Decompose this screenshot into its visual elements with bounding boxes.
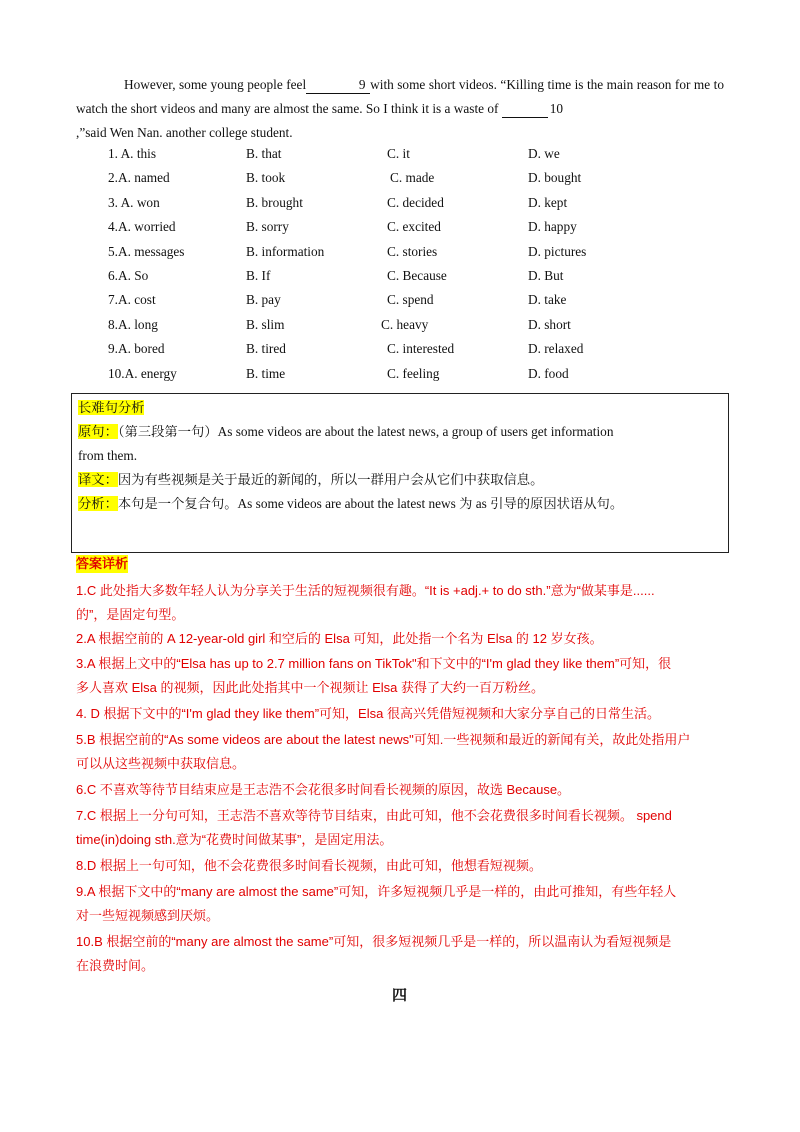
answer-line: 对一些短视频感到厌烦。 <box>76 908 220 923</box>
option-b: B. information <box>246 243 325 259</box>
translation-text: 因为有些视频是关于最近的新闻的，所以一群用户会从它们中获取信息。 <box>117 472 544 487</box>
option-d: D. kept <box>528 194 568 210</box>
option-c: C. stories <box>387 243 438 259</box>
translation-line <box>78 468 718 492</box>
option-d: D. bought <box>528 170 582 186</box>
option-d: D. we <box>528 146 560 161</box>
original-sentence-line <box>78 420 718 444</box>
option-a: 2.A. named <box>108 170 170 186</box>
option-c: C. heavy <box>381 316 429 332</box>
analysis-heading: 长难句分析 <box>78 400 145 415</box>
option-d: D. relaxed <box>528 341 584 357</box>
passage-text-3: ,”said Wen Nan. another college student. <box>76 125 293 140</box>
answer-line: 8.D 根据上一句可知，他不会花费很多时间看长视频，由此可知，他想看短视频。 <box>76 858 542 873</box>
option-b: B. time <box>246 365 286 381</box>
translation-label: 译文： <box>78 472 118 487</box>
option-c: C. spend <box>387 292 434 308</box>
option-row-4 <box>108 219 628 243</box>
answer-line: 1.C 此处指大多数年轻人认为分享关于生活的短视频很有趣。“It is +adj.+ to do sth.”意为“做某事是...... <box>76 583 655 598</box>
option-b: B. If <box>246 267 271 283</box>
option-b: B. slim <box>246 316 285 332</box>
option-row-2 <box>108 170 628 194</box>
option-c: C. Because <box>387 267 447 283</box>
option-a: 5.A. messages <box>108 243 185 259</box>
options-list <box>108 146 628 390</box>
sentence-analysis-box <box>71 393 729 553</box>
option-row-6 <box>108 268 628 292</box>
option-a: 1. A. this <box>108 146 157 161</box>
option-a: 9.A. bored <box>108 341 165 357</box>
option-row-10 <box>108 366 628 390</box>
answer-line: 5.B 根据空前的“As some videos are about the latest news"可知.一些视频和最近的新闻有关，故此处指用户 <box>76 732 691 747</box>
passage-paragraph <box>76 73 724 145</box>
analysis-heading-line <box>78 396 718 420</box>
option-d: D. But <box>528 267 564 283</box>
option-c: C. interested <box>387 341 455 357</box>
option-a: 6.A. So <box>108 267 149 283</box>
answer-line: 可以从这些视频中获取信息。 <box>76 756 246 771</box>
option-a: 8.A. long <box>108 316 158 332</box>
original-label: 原句： <box>78 424 118 439</box>
option-a: 7.A. cost <box>108 292 156 308</box>
option-c: C. feeling <box>387 365 440 381</box>
answer-line: 7.C 根据上一分句可知，王志浩不喜欢等待节目结束，由此可知，他不会花费很多时间看长视频。 spend <box>76 808 672 823</box>
option-d: D. pictures <box>528 243 587 259</box>
analysis-label: 分析： <box>78 496 118 511</box>
blank-10: 10 <box>502 101 548 118</box>
option-row-1 <box>108 146 628 170</box>
original-sentence-cont: from them. <box>78 448 138 463</box>
option-d: D. happy <box>528 219 577 235</box>
answer-line: 9.A 根据下文中的“many are almost the same”可知，许多短视频几乎是一样的，由此可推知，有些年轻人 <box>76 884 677 899</box>
analysis-text: 本句是一个复合句。As some videos are about the latest news 为 as 引导的原因状语从句。 <box>117 496 624 511</box>
option-d: D. take <box>528 292 567 308</box>
option-a: 4.A. worried <box>108 219 176 235</box>
option-a: 10.A. energy <box>108 365 177 381</box>
answer-line: time(in)doing sth.意为“花费时间做某事”，是固定用法。 <box>76 832 393 847</box>
answer-line: 6.C 不喜欢等待节目结束应是王志浩不会花很多时间看长视频的原因，故选 Because。 <box>76 782 571 797</box>
option-b: B. pay <box>246 292 281 308</box>
answer-line: 的”，是固定句型。 <box>76 607 185 622</box>
answer-line: 3.A 根据上文中的“Elsa has up to 2.7 million fans on TikTok"和下文中的“I'm glad they like them”可知，很 <box>76 656 672 671</box>
option-row-7 <box>108 292 628 316</box>
answer-line: 10.B 根据空前的“many are almost the same”可知，很多短视频几乎是一样的，所以温南认为看短视频是 <box>76 934 672 949</box>
answer-line: 多人喜欢 Elsa 的视频，因此此处指其中一个视频让 Elsa 获得了大约一百万粉丝。 <box>76 680 545 695</box>
passage-text-1: However, some young people feel <box>124 77 307 92</box>
option-c: C. excited <box>387 219 441 235</box>
option-row-5 <box>108 244 628 268</box>
option-b: B. sorry <box>246 219 289 235</box>
option-a: 3. A. won <box>108 194 160 210</box>
section-number: 四 <box>392 986 408 1004</box>
option-row-9 <box>108 341 628 365</box>
option-d: D. short <box>528 316 571 332</box>
answers-heading: 答案详析 <box>76 556 129 571</box>
option-row-3 <box>108 195 628 219</box>
answer-line: 2.A 根据空前的 A 12-year-old girl 和空后的 Elsa 可知，此处指一个名为 Elsa 的 12 岁女孩。 <box>76 631 603 646</box>
option-d: D. food <box>528 365 569 381</box>
option-row-8 <box>108 317 628 341</box>
option-c: C. made <box>390 170 435 186</box>
blank-9: 9 <box>306 77 370 94</box>
option-c: C. it <box>387 146 410 161</box>
passage-text-2: with some short videos. “Killing time is the main reason for me to watch the short videos and many are almost the same. So I think it is a waste of <box>76 77 724 116</box>
original-sentence: （第三段第一句）As some videos are about the latest news, a group of users get information <box>117 424 614 439</box>
answer-line: 在浪费时间。 <box>76 958 155 973</box>
answer-line: 4. D 根据下文中的“I'm glad they like them”可知，Elsa 很高兴凭借短视频和大家分享自己的日常生活。 <box>76 706 660 721</box>
option-b: B. took <box>246 170 286 186</box>
option-b: B. that <box>246 146 282 161</box>
option-c: C. decided <box>387 194 444 210</box>
analysis-line <box>78 492 718 516</box>
option-b: B. tired <box>246 341 286 357</box>
option-b: B. brought <box>246 194 303 210</box>
